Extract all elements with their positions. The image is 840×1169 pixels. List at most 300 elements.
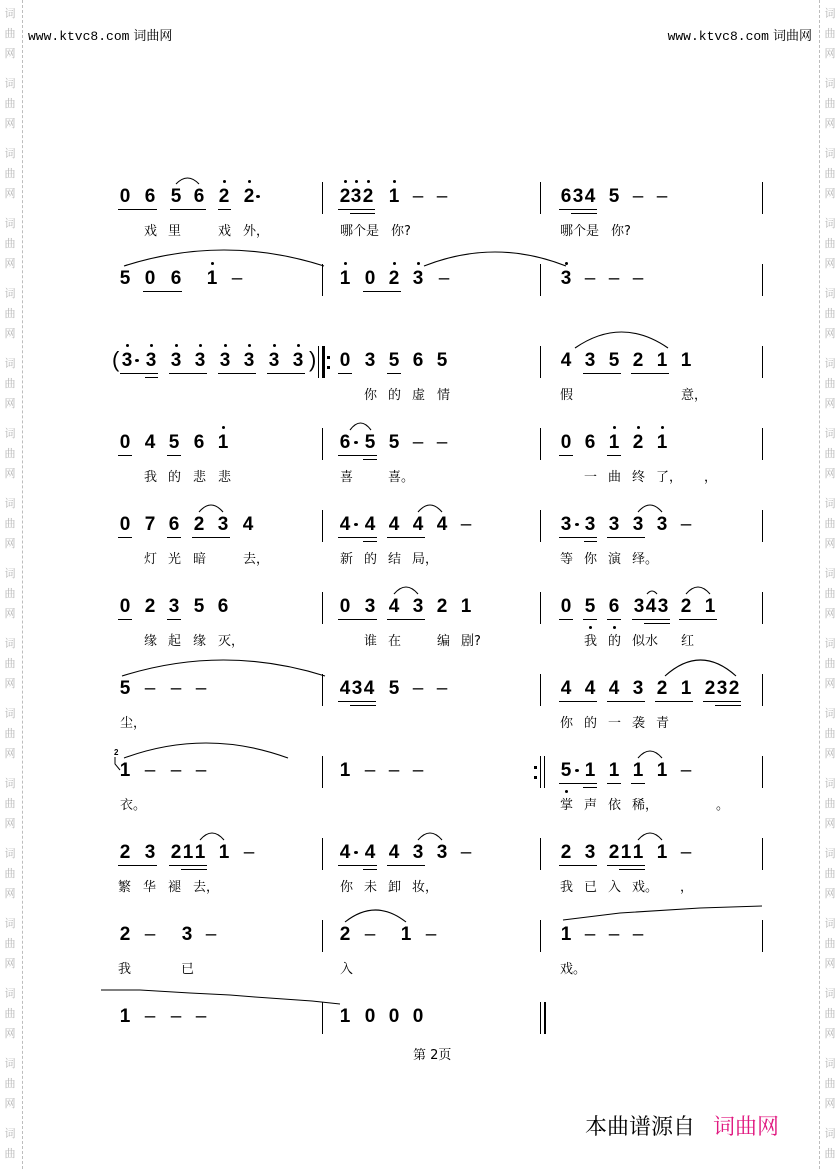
slur-arc — [638, 833, 662, 840]
note-digit: 6 — [560, 186, 572, 207]
beat-underline — [143, 291, 182, 292]
note-digit: 2 — [608, 842, 620, 863]
beat-underline — [679, 619, 717, 620]
note-digit: 2 — [632, 350, 644, 371]
lyric-text: 曲 — [608, 470, 622, 485]
note — [655, 514, 669, 536]
extension-dash — [194, 678, 208, 700]
note-digit: 4 — [608, 678, 620, 699]
note — [363, 350, 377, 372]
note-digit: 1 — [680, 350, 692, 371]
note — [363, 268, 377, 290]
note-digit: 5 — [119, 268, 131, 289]
watermark-char: 网 — [824, 957, 836, 970]
high-octave-dot — [393, 180, 396, 183]
note-digit: 2 — [193, 514, 205, 535]
note-digit: 5 — [119, 678, 131, 699]
note-digit: 3 — [121, 350, 133, 371]
note-digit: 3 — [243, 350, 255, 371]
watermark-char: 网 — [824, 187, 836, 200]
note-digit: 2 — [339, 186, 351, 207]
note-digit: 1 — [194, 842, 206, 863]
beat-underline — [387, 865, 425, 866]
note-digit: – — [584, 268, 596, 289]
high-octave-dot — [273, 344, 276, 347]
barline — [540, 674, 541, 706]
lyric-text: 演 — [608, 552, 622, 567]
beat-underline — [181, 869, 207, 870]
lyric-text: 戏。 — [560, 962, 587, 977]
watermark-char: 词 — [824, 427, 836, 440]
slur-arc — [124, 250, 324, 266]
note-digit: – — [195, 678, 207, 699]
extension-dash — [143, 760, 157, 782]
note-digit: 5 — [193, 596, 205, 617]
lyric-text: 我 — [584, 634, 598, 649]
note-digit: 6 — [339, 432, 351, 453]
note — [656, 596, 670, 618]
note-digit: 1 — [218, 842, 230, 863]
lyric-text: 你 — [560, 716, 574, 731]
note-digit: 6 — [217, 596, 229, 617]
lyric-text: 戏 — [218, 224, 232, 239]
beat-underline — [607, 455, 621, 456]
lyric-text: 繁 — [118, 880, 132, 895]
score-row — [0, 842, 840, 895]
lyric-text: 你 — [584, 552, 598, 567]
note — [118, 1006, 132, 1028]
beat-underline — [167, 537, 181, 538]
barline — [540, 264, 541, 296]
beat-underline — [632, 619, 670, 620]
note — [118, 678, 132, 700]
watermark-char: 网 — [4, 1097, 16, 1110]
note — [193, 842, 207, 864]
note-digit: 1 — [608, 432, 620, 453]
slur-arc — [418, 505, 442, 512]
note — [679, 678, 693, 700]
note — [607, 432, 621, 454]
note-digit: 4 — [388, 514, 400, 535]
note — [411, 842, 425, 864]
extension-dash — [387, 760, 401, 782]
note-digit: 2 — [704, 678, 716, 699]
beat-underline — [350, 705, 376, 706]
watermark-char: 曲 — [4, 797, 16, 810]
augmentation-dot — [354, 851, 358, 854]
watermark-char: 词 — [4, 147, 16, 160]
extension-dash — [169, 678, 183, 700]
watermark-char: 曲 — [824, 377, 836, 390]
watermark-char: 曲 — [824, 657, 836, 670]
slur-arc — [418, 833, 442, 840]
note — [559, 514, 573, 536]
watermark-char: 网 — [824, 1027, 836, 1040]
beat-underline — [338, 209, 375, 210]
extension-dash — [411, 678, 425, 700]
note-digit: 0 — [119, 514, 131, 535]
note-digit: – — [608, 924, 620, 945]
extension-dash — [363, 760, 377, 782]
barline — [540, 428, 541, 460]
high-octave-dot — [126, 344, 129, 347]
note — [607, 186, 621, 208]
watermark-char: 曲 — [824, 167, 836, 180]
watermark-char: 词 — [824, 1057, 836, 1070]
score-row — [0, 1006, 840, 1036]
note-digit: 1 — [119, 760, 131, 781]
lyric-text: 去， — [193, 880, 220, 895]
beat-underline — [607, 619, 621, 620]
note-digit: 0 — [119, 596, 131, 617]
note-digit: – — [364, 924, 376, 945]
beat-underline — [387, 537, 425, 538]
barline — [322, 1002, 323, 1034]
footer-brand-link[interactable]: 词曲网 — [713, 1115, 780, 1140]
beat-underline — [338, 373, 352, 374]
watermark-char: 网 — [4, 47, 16, 60]
lyric-text: 的 — [584, 716, 598, 731]
lyric-text: 里 — [168, 224, 182, 239]
lyric-text: 已 — [584, 880, 598, 895]
high-octave-dot — [175, 344, 178, 347]
barline — [762, 264, 763, 296]
note-digit: 5 — [388, 350, 400, 371]
slur-arc — [200, 833, 224, 840]
lyric-text: 了， — [656, 470, 683, 485]
lyric-text: 我 — [144, 470, 158, 485]
note — [118, 432, 132, 454]
augmentation-dot — [354, 523, 358, 526]
lyric-text: 。 — [716, 798, 730, 813]
note — [118, 186, 132, 208]
note — [583, 678, 597, 700]
note-digit: 3 — [194, 350, 206, 371]
note-digit: 2 — [388, 268, 400, 289]
augmentation-dot — [135, 359, 139, 362]
note — [435, 596, 449, 618]
note — [118, 760, 132, 782]
note-digit: 4 — [436, 514, 448, 535]
beat-underline — [559, 537, 597, 538]
note — [120, 350, 134, 372]
high-octave-dot — [344, 262, 347, 265]
note-digit: – — [412, 678, 424, 699]
watermark-char: 网 — [824, 537, 836, 550]
note-digit: 3 — [412, 268, 424, 289]
note — [583, 514, 597, 536]
beat-underline — [338, 701, 376, 702]
watermark-char: 词 — [4, 427, 16, 440]
note-digit: 3 — [572, 186, 584, 207]
header-right-url[interactable]: www.ktvc8.com — [667, 29, 769, 44]
note — [387, 514, 401, 536]
high-octave-dot — [224, 344, 227, 347]
note — [217, 186, 231, 208]
high-octave-dot — [417, 262, 420, 265]
watermark-char: 曲 — [4, 27, 16, 40]
note-digit: 3 — [608, 514, 620, 535]
note-digit: 7 — [144, 514, 156, 535]
note — [387, 1006, 401, 1028]
tie-line — [101, 990, 340, 1004]
note — [169, 350, 183, 372]
score-row — [0, 924, 840, 977]
augmentation-dot — [575, 523, 579, 526]
beat-underline — [607, 783, 621, 784]
note — [267, 350, 281, 372]
note — [338, 432, 352, 454]
barline — [322, 428, 323, 460]
watermark-char: 词 — [824, 847, 836, 860]
note-digit: 4 — [242, 514, 254, 535]
note-digit: – — [632, 186, 644, 207]
barline — [540, 346, 541, 378]
note — [631, 350, 645, 372]
lyric-text: 意， — [681, 388, 708, 403]
note-digit: 5 — [364, 432, 376, 453]
note-digit: 2 — [680, 596, 692, 617]
lyric-text: 哪个是 — [560, 224, 600, 239]
header-right — [668, 25, 812, 44]
watermark-char: 网 — [4, 467, 16, 480]
beat-underline — [120, 373, 158, 374]
note-digit: 0 — [412, 1006, 424, 1027]
note-digit: 1 — [217, 432, 229, 453]
watermark-char: 词 — [824, 567, 836, 580]
note — [411, 350, 425, 372]
note-digit: 5 — [388, 432, 400, 453]
note-digit: 2 — [560, 842, 572, 863]
watermark-char: 曲 — [4, 1007, 16, 1020]
lyric-text: 尘， — [120, 716, 147, 731]
note — [387, 186, 401, 208]
page-number: 第 2页 — [413, 1048, 452, 1063]
repeat-dots — [327, 352, 330, 372]
note-digit: 2 — [170, 842, 182, 863]
note-digit: 3 — [144, 842, 156, 863]
watermark-char: 曲 — [824, 1147, 836, 1160]
note — [118, 514, 132, 536]
note-digit: – — [680, 514, 692, 535]
header-left-url[interactable]: www.ktvc8.com — [28, 29, 130, 44]
paren-close: ) — [309, 347, 317, 372]
note-digit: 6 — [193, 432, 205, 453]
note-digit: 3 — [350, 186, 362, 207]
watermark-char: 网 — [824, 467, 836, 480]
note-digit: 5 — [170, 186, 182, 207]
extension-dash — [143, 678, 157, 700]
note-digit: 5 — [168, 432, 180, 453]
note-digit: – — [205, 924, 217, 945]
lyric-text: 掌 — [560, 798, 574, 813]
watermark-char: 网 — [824, 677, 836, 690]
beat-underline — [167, 455, 181, 456]
slur-arc — [345, 910, 406, 922]
watermark-char: 词 — [4, 847, 16, 860]
note-digit: 0 — [119, 186, 131, 207]
header-right-site[interactable]: 词曲网 — [772, 29, 812, 44]
watermark-char: 词 — [4, 637, 16, 650]
note — [143, 186, 157, 208]
note — [559, 432, 573, 454]
note — [338, 350, 352, 372]
note-digit: 1 — [182, 842, 194, 863]
watermark-char: 曲 — [824, 727, 836, 740]
barline — [762, 182, 763, 214]
beat-underline — [607, 701, 645, 702]
note-digit: 3 — [168, 596, 180, 617]
lyric-text: 戏 — [144, 224, 158, 239]
slur-arc — [686, 587, 710, 594]
lyric-text: ， — [680, 880, 694, 895]
extension-dash — [679, 760, 693, 782]
note-digit: 5 — [608, 186, 620, 207]
note — [387, 596, 401, 618]
note — [144, 350, 158, 372]
watermark-char: 网 — [4, 677, 16, 690]
note-digit: 3 — [181, 924, 193, 945]
watermark-char: 曲 — [4, 657, 16, 670]
header-left-site[interactable]: 词曲网 — [133, 29, 173, 44]
barline — [540, 838, 541, 870]
beat-underline — [363, 459, 377, 460]
note — [338, 514, 352, 536]
note — [387, 678, 401, 700]
watermark-char: 网 — [4, 397, 16, 410]
note-digit: 4 — [560, 350, 572, 371]
note-digit: 3 — [170, 350, 182, 371]
watermark-char: 网 — [824, 257, 836, 270]
lyric-text: 华 — [143, 880, 157, 895]
slur-arc — [575, 332, 668, 348]
note-digit: 2 — [243, 186, 255, 207]
footer-source — [585, 1110, 779, 1141]
watermark-char: 曲 — [824, 307, 836, 320]
lyric-text: 袭 — [632, 716, 646, 731]
barline — [540, 182, 541, 214]
note-digit: 6 — [193, 186, 205, 207]
lyric-text: 你? — [611, 224, 631, 239]
beat-underline — [363, 869, 377, 870]
note — [192, 186, 206, 208]
note-digit: 1 — [656, 760, 668, 781]
extension-dash — [583, 924, 597, 946]
watermark-char: 曲 — [4, 237, 16, 250]
note-digit: – — [632, 924, 644, 945]
barline — [762, 592, 763, 624]
lyric-text: 声 — [584, 798, 598, 813]
note-digit: 1 — [656, 350, 668, 371]
note-digit: 0 — [560, 432, 572, 453]
note-digit: 3 — [351, 678, 363, 699]
beat-underline — [118, 537, 132, 538]
barline — [322, 920, 323, 952]
beat-underline — [631, 373, 669, 374]
note-digit: 5 — [436, 350, 448, 371]
note — [143, 268, 157, 290]
lyric-text: 妆， — [412, 880, 439, 895]
final-barline — [540, 1002, 541, 1034]
watermark-char: 词 — [4, 287, 16, 300]
barline — [762, 920, 763, 952]
note-digit: 4 — [388, 596, 400, 617]
watermark-char: 词 — [824, 147, 836, 160]
note-digit: 0 — [560, 596, 572, 617]
volta-number: 2 — [114, 748, 119, 757]
lyric-text: 的 — [608, 634, 622, 649]
note-digit: 4 — [364, 514, 376, 535]
note — [559, 924, 573, 946]
barline — [762, 838, 763, 870]
note — [583, 186, 597, 208]
barline — [540, 592, 541, 624]
note — [118, 596, 132, 618]
note-digit: 3 — [657, 596, 669, 617]
lyric-text: 在 — [388, 634, 402, 649]
lyric-text: 结 — [388, 552, 402, 567]
lyric-text: 戏。 — [632, 880, 659, 895]
watermark-char: 网 — [4, 537, 16, 550]
note-digit: – — [144, 924, 156, 945]
beat-underline — [584, 541, 597, 542]
note — [169, 186, 183, 208]
watermark-char: 词 — [824, 357, 836, 370]
note — [435, 514, 449, 536]
note — [559, 678, 573, 700]
note — [216, 514, 230, 536]
note-digit: 3 — [632, 678, 644, 699]
note-digit: 3 — [584, 350, 596, 371]
note-digit: 4 — [339, 514, 351, 535]
slur-arc — [638, 505, 662, 512]
lyric-text: 等 — [560, 552, 574, 567]
lyric-text: 终 — [632, 470, 646, 485]
beat-underline — [167, 619, 181, 620]
watermark-char: 网 — [824, 747, 836, 760]
watermark-char: 曲 — [4, 1077, 16, 1090]
extension-dash — [459, 842, 473, 864]
note-digit: – — [436, 186, 448, 207]
extension-dash — [631, 268, 645, 290]
watermark-char: 网 — [824, 887, 836, 900]
note-digit: 6 — [608, 596, 620, 617]
lyric-text: 已 — [181, 962, 195, 977]
high-octave-dot — [248, 344, 251, 347]
watermark-char: 词 — [4, 707, 16, 720]
low-octave-dot — [589, 626, 592, 629]
watermark-char: 词 — [4, 497, 16, 510]
note-digit: 3 — [268, 350, 280, 371]
beat-underline — [559, 701, 597, 702]
extension-dash — [169, 760, 183, 782]
watermark-char: 网 — [4, 817, 16, 830]
barline — [322, 756, 323, 788]
barline — [762, 756, 763, 788]
watermark-char: 曲 — [824, 797, 836, 810]
beat-underline — [118, 865, 157, 866]
lyric-text: 哪个是 — [340, 224, 380, 239]
beat-underline — [607, 865, 645, 866]
watermark-char: 词 — [824, 217, 836, 230]
note — [559, 268, 573, 290]
watermark-char: 网 — [4, 957, 16, 970]
note-digit: – — [438, 268, 450, 289]
beat-underline — [363, 541, 377, 542]
note — [411, 268, 425, 290]
high-octave-dot — [248, 180, 251, 183]
high-octave-dot — [637, 426, 640, 429]
